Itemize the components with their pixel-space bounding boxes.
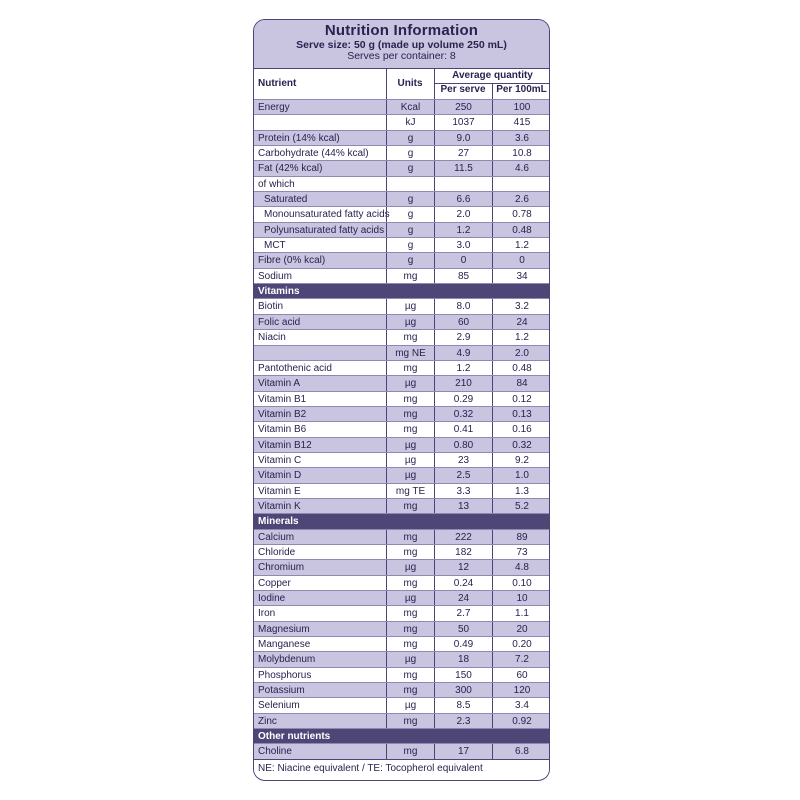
table-row (254, 651, 549, 666)
per-serve-cell: 1037 (434, 115, 492, 129)
nutrient-name: Energy (258, 102, 290, 113)
per-100ml-cell: 415 (492, 115, 550, 129)
unit-cell: mg (386, 576, 434, 590)
unit-cell: mg (386, 668, 434, 682)
nutrient-name: Minerals (258, 516, 299, 528)
per-100ml-cell: 120 (492, 683, 550, 697)
table-row (254, 697, 549, 712)
table-row (254, 406, 549, 421)
table-row (254, 575, 549, 590)
unit-cell: µg (386, 376, 434, 390)
per-serve-cell: 0.24 (434, 576, 492, 590)
per-100ml-cell (492, 729, 550, 743)
per-serve-cell: 4.9 (434, 346, 492, 360)
table-row (254, 237, 549, 252)
per-serve-cell: 8.0 (434, 299, 492, 313)
per-100ml-cell (492, 177, 550, 191)
section-header-row (254, 728, 549, 743)
table-row (254, 636, 549, 651)
nutrient-name: Zinc (258, 715, 277, 727)
unit-cell: mg NE (386, 346, 434, 360)
per-serve-cell: 2.3 (434, 714, 492, 728)
nutrient-name: Vitamin B2 (258, 408, 307, 420)
per-100ml-cell: 5.2 (492, 499, 550, 513)
per-100ml-cell: 20 (492, 622, 550, 636)
unit-cell: mg (386, 392, 434, 406)
unit-cell: g (386, 238, 434, 252)
per-serve-cell: 210 (434, 376, 492, 390)
per-100ml-cell: 0.78 (492, 207, 550, 221)
table-row (254, 345, 549, 360)
unit-cell: mg (386, 683, 434, 697)
per-100ml-cell: 4.8 (492, 560, 550, 574)
nutrient-name: Fibre (0% kcal) (258, 255, 326, 267)
per-serve-cell: 8.5 (434, 698, 492, 712)
per-100ml-cell: 0.48 (492, 361, 550, 375)
unit-cell: µg (386, 453, 434, 467)
nutrient-name: Polyunsaturated fatty acids (264, 224, 385, 236)
table-row (254, 590, 549, 605)
table-row (254, 99, 549, 114)
per-serve-cell: 222 (434, 530, 492, 544)
unit-cell: Kcal (386, 100, 434, 114)
unit-cell: mg (386, 744, 434, 758)
nutrient-name: Fat (42% kcal) (258, 163, 323, 175)
unit-cell: mg TE (386, 484, 434, 498)
unit-cell: g (386, 146, 434, 160)
per-100ml-cell: 4.6 (492, 161, 550, 175)
unit-cell: mg (386, 499, 434, 513)
unit-cell: g (386, 131, 434, 145)
per-serve-cell: 2.0 (434, 207, 492, 221)
table-row (254, 360, 549, 375)
nutrient-name: Sodium (258, 270, 292, 282)
nutrient-name: Chloride (258, 546, 296, 558)
nutrient-name: Monounsaturated fatty acids (264, 209, 390, 221)
nutrient-name: Saturated (264, 194, 308, 206)
nutrient-name: Iodine (258, 593, 286, 604)
table-row (254, 160, 549, 175)
nutrient-rows (254, 99, 549, 759)
table-row (254, 222, 549, 237)
per-100ml-cell: 9.2 (492, 453, 550, 467)
per-serve-cell: 9.0 (434, 131, 492, 145)
panel-header (254, 20, 549, 68)
per-100ml-cell: 1.0 (492, 468, 550, 482)
per-100ml-cell: 1.3 (492, 484, 550, 498)
per-serve-cell: 3.0 (434, 238, 492, 252)
nutrient-name: Vitamin C (258, 454, 302, 466)
per-serve-cell: 1.2 (434, 223, 492, 237)
section-header-row (254, 283, 549, 298)
per-serve-cell: 2.5 (434, 468, 492, 482)
per-100ml-cell: 100 (492, 100, 550, 114)
per-100ml-cell: 0.10 (492, 576, 550, 590)
per-100ml-cell: 0.48 (492, 223, 550, 237)
nutrient-name: Vitamin B1 (258, 393, 307, 405)
table-row (254, 605, 549, 620)
unit-cell: mg (386, 530, 434, 544)
nutrient-name: Vitamin B12 (258, 439, 312, 451)
table-row (254, 544, 549, 559)
table-row (254, 713, 549, 728)
table-row (254, 483, 549, 498)
table-row (254, 298, 549, 313)
unit-cell: µg (386, 652, 434, 666)
per-serve-cell: 182 (434, 545, 492, 559)
per-100ml-cell: 0.32 (492, 438, 550, 452)
nutrient-name: Vitamins (258, 286, 300, 298)
unit-cell: µg (386, 299, 434, 313)
unit-cell (386, 729, 434, 743)
per-serve-cell: 0.80 (434, 438, 492, 452)
nutrient-name: Manganese (258, 639, 311, 651)
nutrient-name: Molybdenum (258, 654, 316, 666)
table-row (254, 329, 549, 344)
col-average: Average quantity (452, 70, 533, 81)
unit-cell: g (386, 161, 434, 175)
per-serve-cell: 24 (434, 591, 492, 605)
per-100ml-cell: 34 (492, 269, 550, 283)
per-100ml-cell (492, 514, 550, 528)
table-row (254, 529, 549, 544)
per-100ml-cell: 1.1 (492, 606, 550, 620)
per-100ml-cell: 10 (492, 591, 550, 605)
per-serve-cell: 0.32 (434, 407, 492, 421)
unit-cell: mg (386, 622, 434, 636)
unit-cell (386, 177, 434, 191)
nutrient-name: Chromium (258, 562, 305, 574)
per-100ml-cell: 0.16 (492, 422, 550, 436)
per-serve-cell: 27 (434, 146, 492, 160)
per-serve-cell: 150 (434, 668, 492, 682)
nutrient-name: Other nutrients (258, 731, 331, 743)
unit-cell: g (386, 253, 434, 267)
serves-per-container: Serves per container: 8 (347, 50, 456, 63)
per-100ml-cell: 84 (492, 376, 550, 390)
per-100ml-cell: 0.13 (492, 407, 550, 421)
table-row (254, 375, 549, 390)
table-row (254, 452, 549, 467)
nutrient-name (258, 115, 384, 129)
table-row (254, 268, 549, 283)
per-serve-cell (434, 177, 492, 191)
unit-cell: mg (386, 714, 434, 728)
per-100ml-cell: 73 (492, 545, 550, 559)
per-serve-cell: 0.49 (434, 637, 492, 651)
unit-cell: mg (386, 606, 434, 620)
nutrient-name: of which (258, 178, 295, 190)
table-row (254, 130, 549, 145)
per-serve-cell (434, 284, 492, 298)
unit-cell: mg (386, 422, 434, 436)
per-serve-cell: 3.3 (434, 484, 492, 498)
nutrient-name: Phosphorus (258, 669, 312, 681)
per-100ml-cell (492, 284, 550, 298)
per-100ml-cell: 7.2 (492, 652, 550, 666)
table-row (254, 176, 549, 191)
per-100ml-cell: 6.8 (492, 744, 550, 758)
nutrient-name: Copper (258, 577, 291, 589)
table-row (254, 667, 549, 682)
per-serve-cell: 11.5 (434, 161, 492, 175)
per-100ml-cell: 10.8 (492, 146, 550, 160)
column-header (254, 68, 549, 99)
per-serve-cell: 0.41 (434, 422, 492, 436)
per-serve-cell: 2.7 (434, 606, 492, 620)
per-serve-cell: 85 (434, 269, 492, 283)
nutrient-name: Potassium (258, 685, 305, 697)
nutrient-name: Selenium (258, 700, 300, 712)
table-row (254, 421, 549, 436)
per-100ml-cell: 0.92 (492, 714, 550, 728)
table-row (254, 498, 549, 513)
unit-cell: µg (386, 560, 434, 574)
table-row (254, 437, 549, 452)
nutrient-name: Vitamin K (258, 500, 301, 512)
per-serve-cell: 2.9 (434, 330, 492, 344)
table-row (254, 252, 549, 267)
col-per-serve: Per serve (440, 84, 486, 95)
serve-size: Serve size: 50 g (made up volume 250 mL) (296, 38, 507, 51)
per-100ml-cell: 3.6 (492, 131, 550, 145)
per-100ml-cell: 1.2 (492, 330, 550, 344)
panel-title: Nutrition Information (324, 22, 479, 39)
section-header-row (254, 513, 549, 528)
nutrient-name: Biotin (258, 301, 284, 313)
unit-cell: µg (386, 315, 434, 329)
nutrient-name: Carbohydrate (44% kcal) (258, 148, 369, 160)
nutrient-name: Niacin (258, 332, 286, 344)
per-100ml-cell: 3.2 (492, 299, 550, 313)
unit-cell: kJ (386, 115, 434, 129)
per-serve-cell: 1.2 (434, 361, 492, 375)
table-row (254, 621, 549, 636)
per-100ml-cell: 2.0 (492, 346, 550, 360)
unit-cell: mg (386, 269, 434, 283)
per-100ml-cell: 0.12 (492, 392, 550, 406)
footnote: NE: Niacine equivalent / TE: Tocopherol equivalent (254, 759, 549, 778)
nutrient-name: Pantothenic acid (258, 362, 332, 374)
per-serve-cell: 23 (434, 453, 492, 467)
per-serve-cell: 12 (434, 560, 492, 574)
unit-cell (386, 514, 434, 528)
per-100ml-cell: 1.2 (492, 238, 550, 252)
unit-cell: g (386, 207, 434, 221)
per-serve-cell (434, 729, 492, 743)
divider (386, 69, 387, 99)
per-serve-cell: 60 (434, 315, 492, 329)
per-serve-cell: 50 (434, 622, 492, 636)
nutrient-name: Calcium (258, 531, 295, 543)
unit-cell: µg (386, 698, 434, 712)
per-serve-cell: 300 (434, 683, 492, 697)
per-serve-cell: 13 (434, 499, 492, 513)
nutrient-name: Iron (258, 608, 276, 620)
per-serve-cell: 250 (434, 100, 492, 114)
table-row (254, 314, 549, 329)
divider (434, 69, 435, 99)
col-per-100ml: Per 100mL (496, 84, 547, 95)
nutrient-name (258, 346, 384, 360)
per-100ml-cell: 0 (492, 253, 550, 267)
per-100ml-cell: 60 (492, 668, 550, 682)
table-row (254, 743, 549, 758)
col-nutrient: Nutrient (258, 78, 297, 89)
table-row (254, 559, 549, 574)
nutrition-panel (253, 19, 550, 781)
unit-cell: mg (386, 545, 434, 559)
nutrient-name: Vitamin A (258, 378, 301, 390)
per-100ml-cell: 3.4 (492, 698, 550, 712)
per-100ml-cell: 89 (492, 530, 550, 544)
table-row (254, 206, 549, 221)
table-row (254, 145, 549, 160)
per-100ml-cell: 24 (492, 315, 550, 329)
divider (434, 83, 550, 84)
table-row (254, 682, 549, 697)
unit-cell (386, 284, 434, 298)
per-100ml-cell: 2.6 (492, 192, 550, 206)
table-row (254, 391, 549, 406)
unit-cell: mg (386, 407, 434, 421)
unit-cell: mg (386, 637, 434, 651)
nutrient-name: MCT (264, 240, 286, 252)
per-serve-cell: 0.29 (434, 392, 492, 406)
divider (492, 83, 493, 99)
unit-cell: g (386, 192, 434, 206)
nutrient-name: Vitamin B6 (258, 424, 307, 436)
per-serve-cell: 17 (434, 744, 492, 758)
nutrient-name: Vitamin D (258, 470, 302, 482)
nutrient-name: Vitamin E (258, 485, 301, 497)
unit-cell: mg (386, 361, 434, 375)
per-serve-cell: 0 (434, 253, 492, 267)
table-row (254, 114, 549, 129)
table-row (254, 467, 549, 482)
nutrient-name: Protein (14% kcal) (258, 132, 340, 144)
col-units: Units (397, 78, 423, 89)
unit-cell: mg (386, 330, 434, 344)
per-100ml-cell: 0.20 (492, 637, 550, 651)
nutrient-name: Folic acid (258, 316, 301, 328)
per-serve-cell: 18 (434, 652, 492, 666)
nutrient-name: Choline (258, 746, 292, 758)
per-serve-cell: 6.6 (434, 192, 492, 206)
nutrient-name: Magnesium (258, 623, 310, 635)
unit-cell: g (386, 223, 434, 237)
unit-cell: µg (386, 438, 434, 452)
per-serve-cell (434, 514, 492, 528)
unit-cell: µg (386, 468, 434, 482)
table-row (254, 191, 549, 206)
unit-cell: µg (386, 591, 434, 605)
